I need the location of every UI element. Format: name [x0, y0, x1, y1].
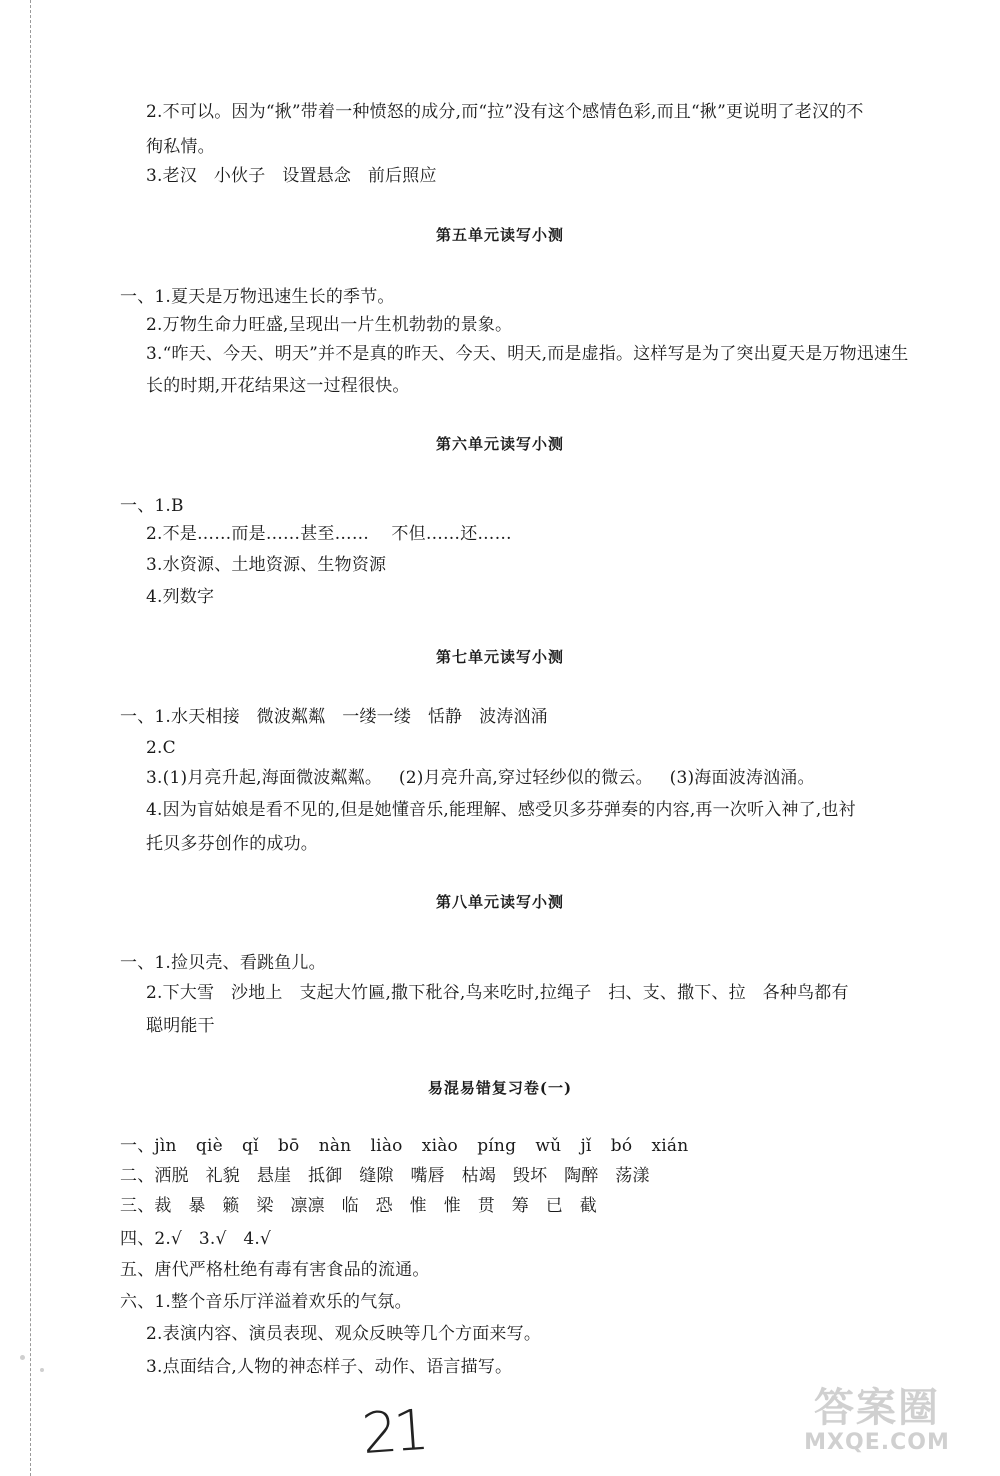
answer-line: 一、1.捡贝壳、看跳鱼儿。	[120, 953, 326, 973]
section-heading: 第五单元读写小测	[435, 226, 564, 244]
answer-line: 3.(1)月亮升起,海面微波粼粼。 (2)月亮升高,穿过轻纱似的微云。 (3)海面波涛汹涌。	[146, 768, 815, 788]
answer-line: 六、1.整个音乐厅洋溢着欢乐的气氛。	[120, 1292, 412, 1312]
answer-line: 聪明能干	[146, 1016, 215, 1036]
answer-line: 2.万物生命力旺盛,呈现出一片生机勃勃的景象。	[146, 315, 513, 335]
answer-line: 五、唐代严格杜绝有毒有害食品的流通。	[120, 1260, 430, 1280]
answer-line: 一、1.夏天是万物迅速生长的季节。	[120, 287, 395, 307]
answer-line: 2.下大雪 沙地上 支起大竹匾,撒下秕谷,鸟来吃时,拉绳子 扫、支、撒下、拉 各种鸟都有	[146, 983, 849, 1003]
section-heading: 第八单元读写小测	[435, 893, 564, 911]
answer-line: 一、1.水天相接 微波粼粼 一缕一缕 恬静 波涛汹涌	[120, 707, 548, 727]
watermark-logo: 答案圈	[814, 1385, 940, 1431]
answer-line: 徇私情。	[146, 137, 215, 157]
answer-line: 三、裁 暴 籁 梁 凛凛 临 恐 惟 惟 贯 筹 已 截	[120, 1196, 597, 1216]
answer-line: 3.水资源、土地资源、生物资源	[146, 555, 387, 575]
section-heading: 第六单元读写小测	[435, 435, 564, 453]
site-watermark	[772, 1386, 982, 1458]
answer-line: 2.表演内容、演员表现、观众反映等几个方面来写。	[146, 1324, 542, 1344]
page-number: 21	[359, 1397, 428, 1468]
answer-line: 二、洒脱 礼貌 悬崖 抵御 缝隙 嘴唇 枯竭 毁坏 陶醉 荡漾	[120, 1166, 650, 1186]
answer-line: 2.不可以。因为“揪”带着一种愤怒的成分,而“拉”没有这个感情色彩,而且“揪”更说明了老汉的不	[146, 102, 864, 122]
watermark-url: MXQE.COM	[804, 1430, 950, 1455]
section-heading: 易混易错复习卷(一)	[427, 1079, 573, 1097]
answer-line: 四、2.√ 3.√ 4.√	[120, 1229, 271, 1249]
scan-speck	[40, 1368, 44, 1372]
answer-line: 3.点面结合,人物的神态样子、动作、语言描写。	[146, 1357, 513, 1377]
binding-margin-line	[30, 0, 31, 1476]
answer-line: 2.C	[146, 738, 176, 758]
answer-line: 一、1.B	[120, 496, 184, 516]
pinyin-answer-line: 一、jìn qiè qǐ bō nàn liào xiào píng wǔ jǐ bó xián	[120, 1136, 689, 1156]
answer-line: 托贝多芬创作的成功。	[146, 834, 318, 854]
scan-speck	[20, 1355, 25, 1360]
answer-line: 3.老汉 小伙子 设置悬念 前后照应	[146, 166, 437, 186]
section-heading: 第七单元读写小测	[435, 648, 564, 666]
answer-line: 4.因为盲姑娘是看不见的,但是她懂音乐,能理解、感受贝多芬弹奏的内容,再一次听入神了,也衬	[146, 800, 856, 820]
answer-line: 长的时期,开花结果这一过程很快。	[146, 376, 410, 396]
answer-line: 3.“昨天、今天、明天”并不是真的昨天、今天、明天,而是虚指。这样写是为了突出夏天是万物迅速生	[146, 344, 909, 364]
answer-line: 4.列数字	[146, 587, 215, 607]
answer-line: 2.不是……而是……甚至…… 不但……还……	[146, 524, 512, 544]
